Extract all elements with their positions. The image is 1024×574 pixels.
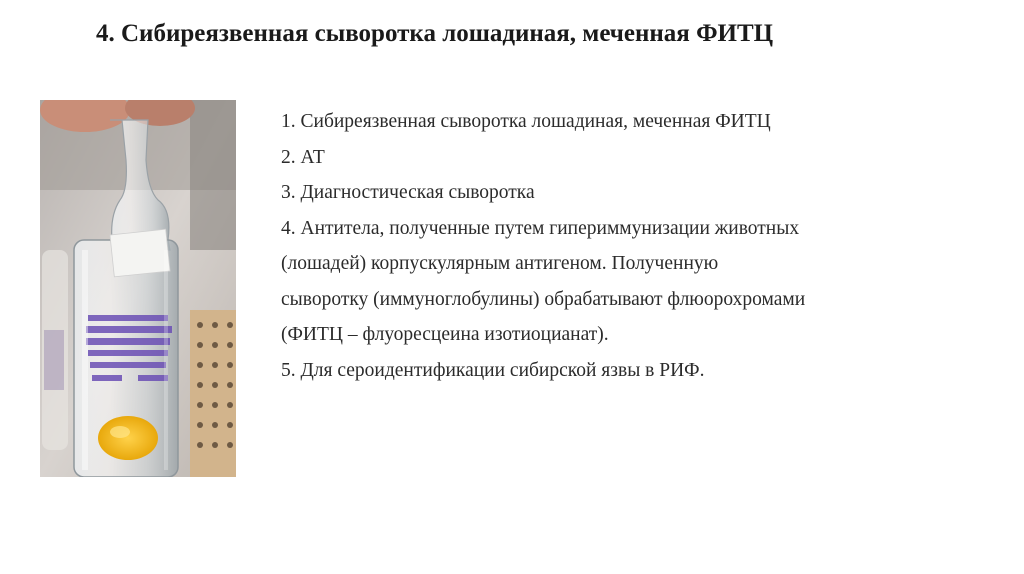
ampoule-photo: [40, 100, 236, 477]
list-item: (ФИТЦ – флуоресцеина изотиоцианат).: [281, 324, 609, 345]
list-item: (лошадей) корпускулярным антигеном. Полученную: [281, 253, 719, 274]
list-item: 3. Диагностическая сыворотка: [281, 182, 535, 203]
slide-title: 4. Сибиреязвенная сыворотка лошадиная, меченная ФИТЦ: [96, 20, 774, 47]
content-list: [281, 104, 981, 388]
list-item: 1. Сибиреязвенная сыворотка лошадиная, меченная ФИТЦ: [281, 111, 771, 132]
list-item: 4. Антитела, полученные путем гипериммунизации животных: [281, 217, 800, 239]
list-item: 2. АТ: [281, 146, 325, 168]
list-item: 5. Для сероидентификации сибирской язвы в РИФ.: [281, 359, 705, 381]
list-item: сыворотку (иммуноглобулины) обрабатывают флюорохромами: [281, 288, 806, 310]
